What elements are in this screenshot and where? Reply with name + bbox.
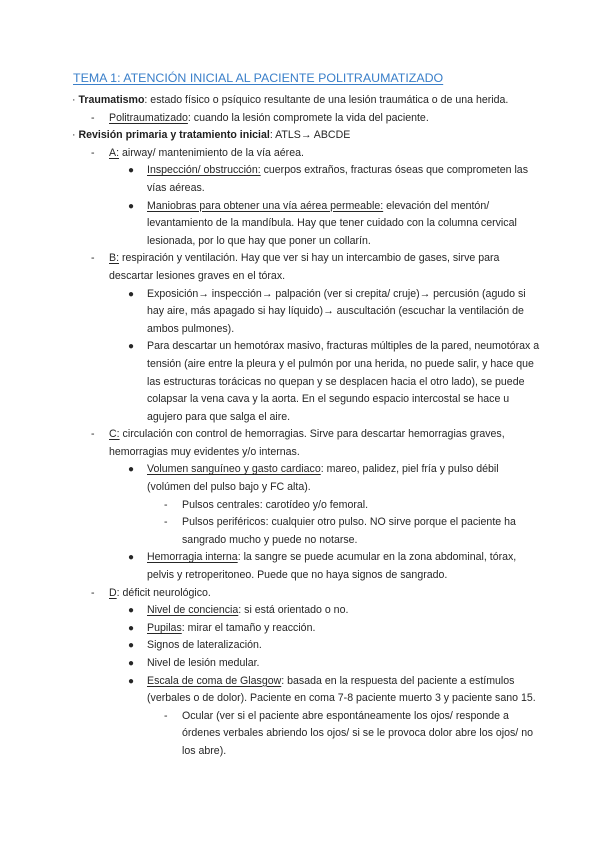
text-d5a: Ocular (ver si el paciente abre espontáneamente los ojos/ responde a órdenes verbales abriendo los ojos/ si se le provoca dolor abre los ojos/ no los abre). [182,709,533,757]
term-revision: Revisión primaria y tratamiento inicial [78,129,270,142]
item-c1 [72,461,542,496]
paragraph-revision [72,127,542,145]
text-c: circulación con control de hemorragias. Sirve para descartar hemorragias graves, hemorragias muy evidentes y/o internas. [109,428,505,458]
bullet-marker: ● [128,165,135,177]
term-d5: Escala de coma de Glasgow [147,674,282,687]
dash-marker: - [91,428,95,441]
term-traumatismo: Traumatismo [78,94,145,106]
item-c1a [72,497,542,515]
dash-marker: - [91,111,95,124]
text-d2: : mirar el tamaño y reacción. [181,621,316,634]
page-title: TEMA 1: ATENCIÓN INICIAL AL PACIENTE POLITRAUMATIZADO [73,71,444,85]
term-c: C: [109,428,120,441]
text-a2: elevación del mentón/ levantamiento de la mandíbula. Hay que tener cuidado con la columna cervical lesionada, por lo que hay que poner un collarín. [147,199,517,247]
text-d4: Nivel de lesión medular. [147,657,260,669]
bullet-dot: · [72,129,76,142]
bullet-marker: ● [128,552,135,564]
term-d2: Pupilas [147,621,182,634]
text-b: respiración y ventilación. Hay que ver si hay un intercambio de gases, sirve para descartar lesiones graves en el tórax. [109,252,500,282]
item-politraumatizado [72,110,542,128]
term-a2: Maniobras para obtener una vía aérea permeable: [147,199,384,212]
text-d: : déficit neurológico. [116,586,211,599]
item-b [72,250,542,285]
dash-marker: - [164,516,168,529]
text-c1b: Pulsos periféricos: cualquier otro pulso. NO sirve porque el paciente ha sangrado mucho y puede no notarse. [182,516,516,546]
bullet-marker: ● [128,288,135,300]
item-a2 [72,198,542,251]
text-a: airway/ mantenimiento de la vía aérea. [119,146,304,159]
text-c1: : mareo, palidez, piel fría y pulso débil (volúmen del pulso bajo y FC alta). [147,463,499,494]
text-d3: Signos de lateralización. [147,639,262,652]
bullet-marker: ● [128,200,135,212]
term-a1: Inspección/ obstrucción: [147,164,261,177]
bullet-marker: ● [128,341,135,353]
dash-marker: - [164,498,168,511]
text-b2: Para descartar un hemotórax masivo, fracturas múltiples de la pared, neumotórax a tensión (aire entre la pleura y el pulmón por una herida, no puede salir, y hace que las estructuras torácicas no quepan y se desplacen hacia el otro lado), se puede colapsar la vena cava y la aorta. En el segundo espacio intercostal se hace u agujero para que salga el aire. [147,340,540,423]
item-d3 [72,637,542,655]
term-politraumatizado: Politraumatizado [109,111,188,124]
item-d5 [72,673,542,708]
text-politraumatizado: : cuando la lesión compromete la vida del paciente. [187,111,429,124]
item-d1 [72,602,542,620]
text-traumatismo: : estado físico o psíquico resultante de una lesión traumática o de una herida. [144,94,509,106]
item-b2 [72,338,542,426]
text-b1: Exposición→ inspección→ palpación (ver si crepita/ cruje)→ percusión (agudo si hay aire, más apagado si hay líquido)→ auscultación (escuchar la ventilación de ambos pulmones). [147,287,526,335]
dash-marker: - [91,586,95,599]
bullet-marker: ● [128,464,135,476]
text-d5: : basada en la respuesta del paciente a estímulos (verbales o de dolor). Paciente en coma 7-8 paciente muerto 3 y paciente sano 15. [147,674,536,705]
document-body [72,92,542,761]
text-c2: : la sangre se puede acumular en la zona abdominal, tórax, pelvis y retroperitoneo. Puede que no haya signos de sangrado. [147,551,517,582]
paragraph-traumatismo [72,92,542,110]
term-d: D [109,586,117,599]
bullet-marker: ● [128,640,135,652]
term-a: A: [109,146,120,159]
item-d4 [72,655,542,673]
item-b1 [72,286,542,339]
item-c1b [72,514,542,549]
dash-marker: - [91,252,95,265]
bullet-dot: · [72,94,76,106]
text-revision: : ATLS→ ABCDE [269,129,351,142]
bullet-marker: ● [128,605,135,617]
text-d1: : si está orientado o no. [238,604,349,617]
text-a1: cuerpos extraños, fracturas óseas que comprometen las vías aéreas. [147,164,528,194]
item-d5a [72,708,542,761]
item-a1 [72,162,542,197]
dash-marker: - [164,709,168,722]
term-c2: Hemorragia interna [147,551,238,564]
dash-marker: - [91,146,95,159]
item-d [72,585,542,603]
bullet-marker: ● [128,622,135,634]
item-d2 [72,620,542,638]
text-c1a: Pulsos centrales: carotídeo y/o femoral. [182,498,369,511]
item-a [72,145,542,163]
item-c2 [72,549,542,584]
term-c1: Volumen sanguíneo y gasto cardiaco [147,463,321,476]
term-b: B: [109,252,120,265]
item-c [72,426,542,461]
bullet-marker: ● [128,675,135,687]
term-d1: Nivel de conciencia [147,604,239,617]
bullet-marker: ● [128,658,135,669]
